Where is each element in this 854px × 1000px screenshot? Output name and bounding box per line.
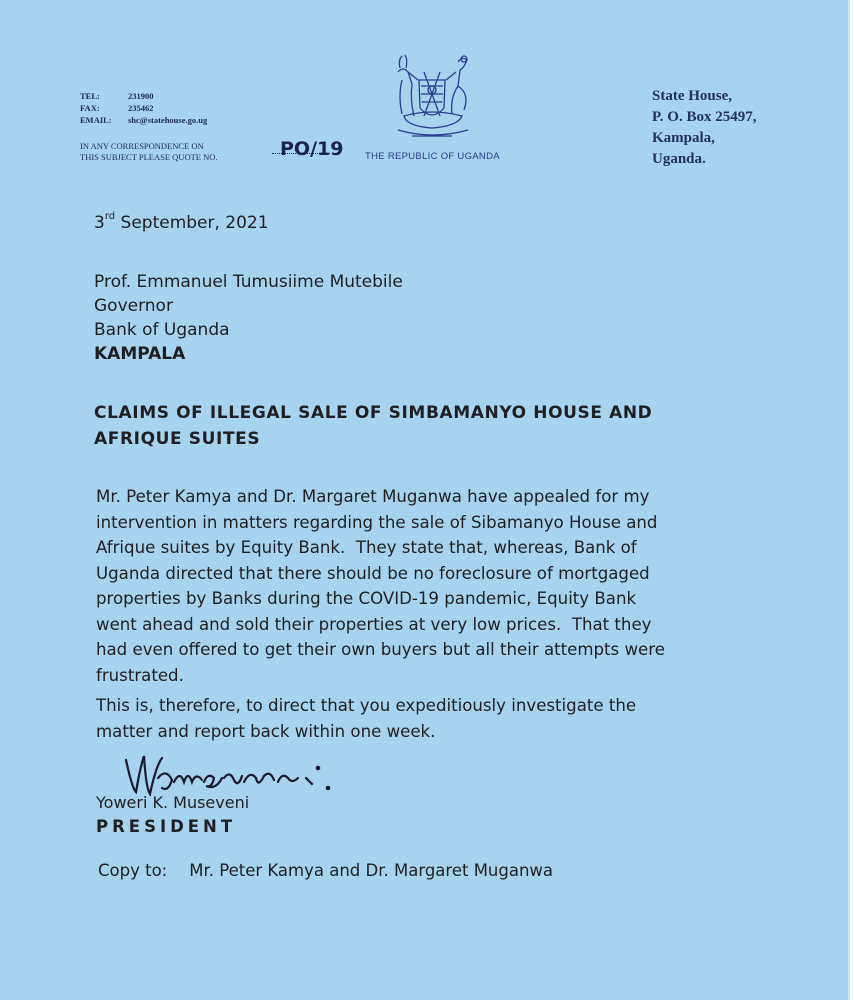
letter-date xyxy=(94,213,269,233)
paragraph-line: intervention in matters regarding the sale of Sibamanyo House and xyxy=(96,512,658,532)
contact-label: EMAIL: xyxy=(80,115,112,125)
address-line: P. O. Box 25497, xyxy=(652,109,757,125)
reference-code: PO/19 xyxy=(280,138,344,160)
address-line: Uganda. xyxy=(652,151,706,167)
address-line: Kampala, xyxy=(652,130,715,146)
reference-line-1: IN ANY CORRESPONDENCE ON xyxy=(80,141,204,151)
reference-instruction xyxy=(80,141,218,163)
recipient-name: Prof. Emmanuel Tumusiime Mutebile xyxy=(94,272,403,292)
contact-value: shc@statehouse.go.ug xyxy=(128,115,208,125)
signer-title: PRESIDENT xyxy=(96,817,237,836)
recipient-block xyxy=(94,270,403,366)
date-suffix: rd xyxy=(104,211,116,223)
contact-row-tel xyxy=(80,90,207,102)
paragraph-line: This is, therefore, to direct that you expeditiously investigate the xyxy=(96,696,637,715)
reference-line-2: THIS SUBJECT PLEASE QUOTE NO. xyxy=(80,152,218,162)
body-paragraph-2 xyxy=(96,693,766,744)
date-rest: September, 2021 xyxy=(115,213,269,233)
paragraph-line: went ahead and sold their properties at very low prices. That they xyxy=(96,614,652,634)
recipient-city: KAMPALA xyxy=(94,344,186,364)
contact-row-fax xyxy=(80,102,207,114)
contact-value: 235462 xyxy=(128,103,154,113)
contact-row-email xyxy=(80,114,207,126)
contact-block xyxy=(80,90,207,126)
subject-heading xyxy=(94,400,774,452)
paragraph-line: frustrated. xyxy=(96,665,184,685)
contact-label: TEL: xyxy=(80,91,100,101)
copy-recipients: Mr. Peter Kamya and Dr. Margaret Muganwa xyxy=(189,861,554,880)
subject-line-1: CLAIMS OF ILLEGAL SALE OF SIMBAMANYO HOUSE AND xyxy=(94,403,653,423)
date-day: 3 xyxy=(94,213,105,233)
body-paragraph-1 xyxy=(96,484,766,688)
subject-line-2: AFRIQUE SUITES xyxy=(94,429,261,449)
sender-address xyxy=(652,86,756,170)
contact-value: 231900 xyxy=(128,91,154,101)
emblem-caption: THE REPUBLIC OF UGANDA xyxy=(365,151,500,162)
paragraph-line: properties by Banks during the COVID-19 pandemic, Equity Bank xyxy=(96,589,637,608)
recipient-organization: Bank of Uganda xyxy=(94,320,230,340)
signer-name: Yoweri K. Museveni xyxy=(96,793,250,812)
paragraph-line: matter and report back within one week. xyxy=(96,721,436,741)
address-line: State House, xyxy=(652,88,732,104)
paragraph-line: Uganda directed that there should be no foreclosure of mortgaged xyxy=(96,563,650,583)
paragraph-line: Mr. Peter Kamya and Dr. Margaret Muganwa have appealed for my xyxy=(96,487,650,506)
recipient-position: Governor xyxy=(94,296,173,316)
copy-to-line xyxy=(98,861,553,880)
coat-of-arms-icon xyxy=(372,50,492,154)
contact-label: FAX: xyxy=(80,103,100,113)
paragraph-line: had even offered to get their own buyers but all their attempts were xyxy=(96,640,665,659)
paragraph-line: Afrique suites by Equity Bank. They state that, whereas, Bank of xyxy=(96,538,637,557)
copy-label: Copy to: xyxy=(98,861,168,880)
